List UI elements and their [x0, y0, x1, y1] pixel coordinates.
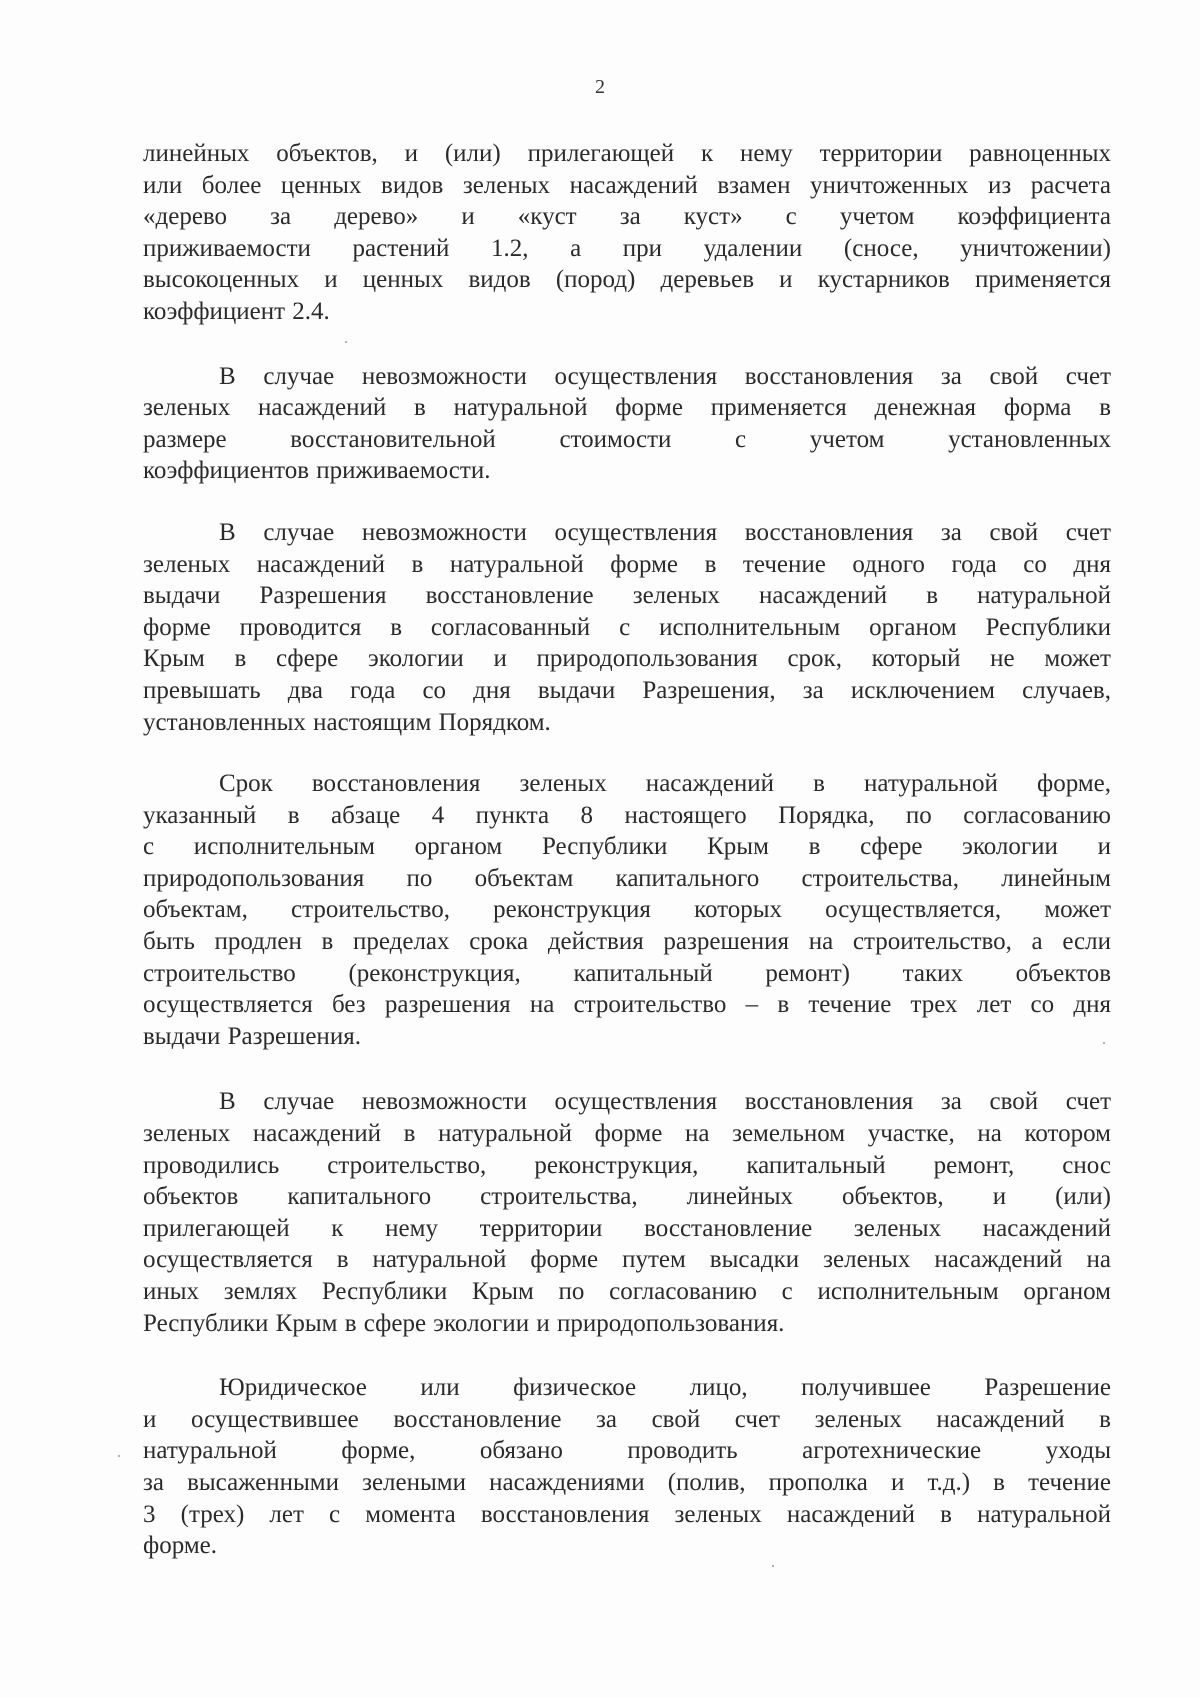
paragraph-line: «дерево за дерево» и «куст за куст» с учетом коэффициента	[143, 203, 1111, 231]
paragraph-line: природопользования по объектам капитального строительства, линейным	[143, 864, 1111, 892]
paragraph-line: выдачи Разрешения восстановление зеленых насаждений в натуральной	[143, 582, 1111, 610]
paragraph-line: В случае невозможности осуществления восстановления за свой счет	[219, 518, 1111, 546]
paragraph-line: установленных настоящим Порядком.	[143, 708, 551, 736]
paragraph-line: высокоценных и ценных видов (пород) деревьев и кустарников применяется	[143, 266, 1111, 294]
paragraph-line: В случае невозможности осуществления восстановления за свой счет	[219, 362, 1111, 390]
paragraph-line: или более ценных видов зеленых насаждений взамен уничтоженных из расчета	[143, 171, 1111, 199]
scan-speck	[772, 1565, 774, 1567]
paragraph-2	[143, 361, 1111, 487]
paragraph-line: объектам, строительство, реконструкция которых осуществляется, может	[143, 896, 1111, 924]
document-body	[143, 138, 1111, 1595]
paragraph-line: строительство (реконструкция, капитальный ремонт) таких объектов	[143, 959, 1111, 987]
paragraph-6	[143, 1372, 1111, 1562]
paragraph-line: проводились строительство, реконструкция, капитальный ремонт, снос	[143, 1151, 1111, 1179]
paragraph-line: Республики Крым в сфере экологии и природопользования.	[143, 1309, 785, 1337]
paragraph-3	[143, 517, 1111, 738]
paragraph-line: коэффициент 2.4.	[143, 297, 330, 325]
paragraph-line: коэффициентов приживаемости.	[143, 457, 491, 485]
paragraph-line: с исполнительным органом Республики Крым в сфере экологии и	[143, 833, 1111, 861]
scan-speck	[1103, 1042, 1105, 1044]
page-number: 2	[595, 76, 605, 98]
paragraph-line: размере восстановительной стоимости с учетом установленных	[143, 425, 1111, 453]
scan-speck	[118, 1455, 120, 1457]
paragraph-line: 3 (трех) лет с момента восстановления зеленых насаждений в натуральной	[143, 1500, 1111, 1528]
paragraph-line: прилегающей к нему территории восстановление зеленых насаждений	[143, 1214, 1111, 1242]
paragraph-line: осуществляется без разрешения на строительство – в течение трех лет со дня	[143, 991, 1111, 1019]
paragraph-line: осуществляется в натуральной форме путем высадки зеленых насаждений на	[143, 1246, 1111, 1274]
paragraph-5	[143, 1086, 1111, 1339]
paragraph-line: Юридическое или физическое лицо, получившее Разрешение	[219, 1374, 1111, 1402]
paragraph-line: форме.	[143, 1532, 217, 1560]
paragraph-line: В случае невозможности осуществления восстановления за свой счет	[219, 1088, 1111, 1116]
scan-speck	[345, 341, 347, 343]
paragraph-4	[143, 768, 1111, 1052]
paragraph-line: превышать два года со дня выдачи Разрешения, за исключением случаев,	[143, 676, 1111, 704]
paragraph-line: и осуществившее восстановление за свой счет зеленых насаждений в	[143, 1405, 1111, 1433]
paragraph-1	[143, 138, 1111, 328]
paragraph-line: форме проводится в согласованный с исполнительным органом Республики	[143, 613, 1111, 641]
paragraph-line: быть продлен в пределах срока действия разрешения на строительство, а если	[143, 928, 1111, 956]
paragraph-line: указанный в абзаце 4 пункта 8 настоящего Порядка, по согласованию	[143, 801, 1111, 829]
paragraph-line: зеленых насаждений в натуральной форме применяется денежная форма в	[143, 394, 1111, 422]
paragraph-line: иных землях Республики Крым по согласованию с исполнительным органом	[143, 1278, 1111, 1305]
paragraph-line: объектов капитального строительства, линейных объектов, и (или)	[143, 1183, 1111, 1211]
paragraph-line: зеленых насаждений в натуральной форме в течение одного года со дня	[143, 550, 1111, 578]
paragraph-line: за высаженными зелеными насаждениями (полив, прополка и т.д.) в течение	[143, 1468, 1111, 1496]
paragraph-line: натуральной форме, обязано проводить агротехнические уходы	[143, 1437, 1111, 1465]
paragraph-line: линейных объектов, и (или) прилегающей к нему территории равноценных	[143, 140, 1111, 167]
paragraph-line: выдачи Разрешения.	[143, 1022, 361, 1050]
paragraph-line: зеленых насаждений в натуральной форме на земельном участке, на котором	[143, 1120, 1111, 1148]
paragraph-line: Крым в сфере экологии и природопользования срок, который не может	[143, 645, 1111, 673]
paragraph-line: Срок восстановления зеленых насаждений в натуральной форме,	[219, 770, 1111, 798]
paragraph-line: приживаемости растений 1.2, а при удалении (сносе, уничтожении)	[143, 234, 1111, 262]
